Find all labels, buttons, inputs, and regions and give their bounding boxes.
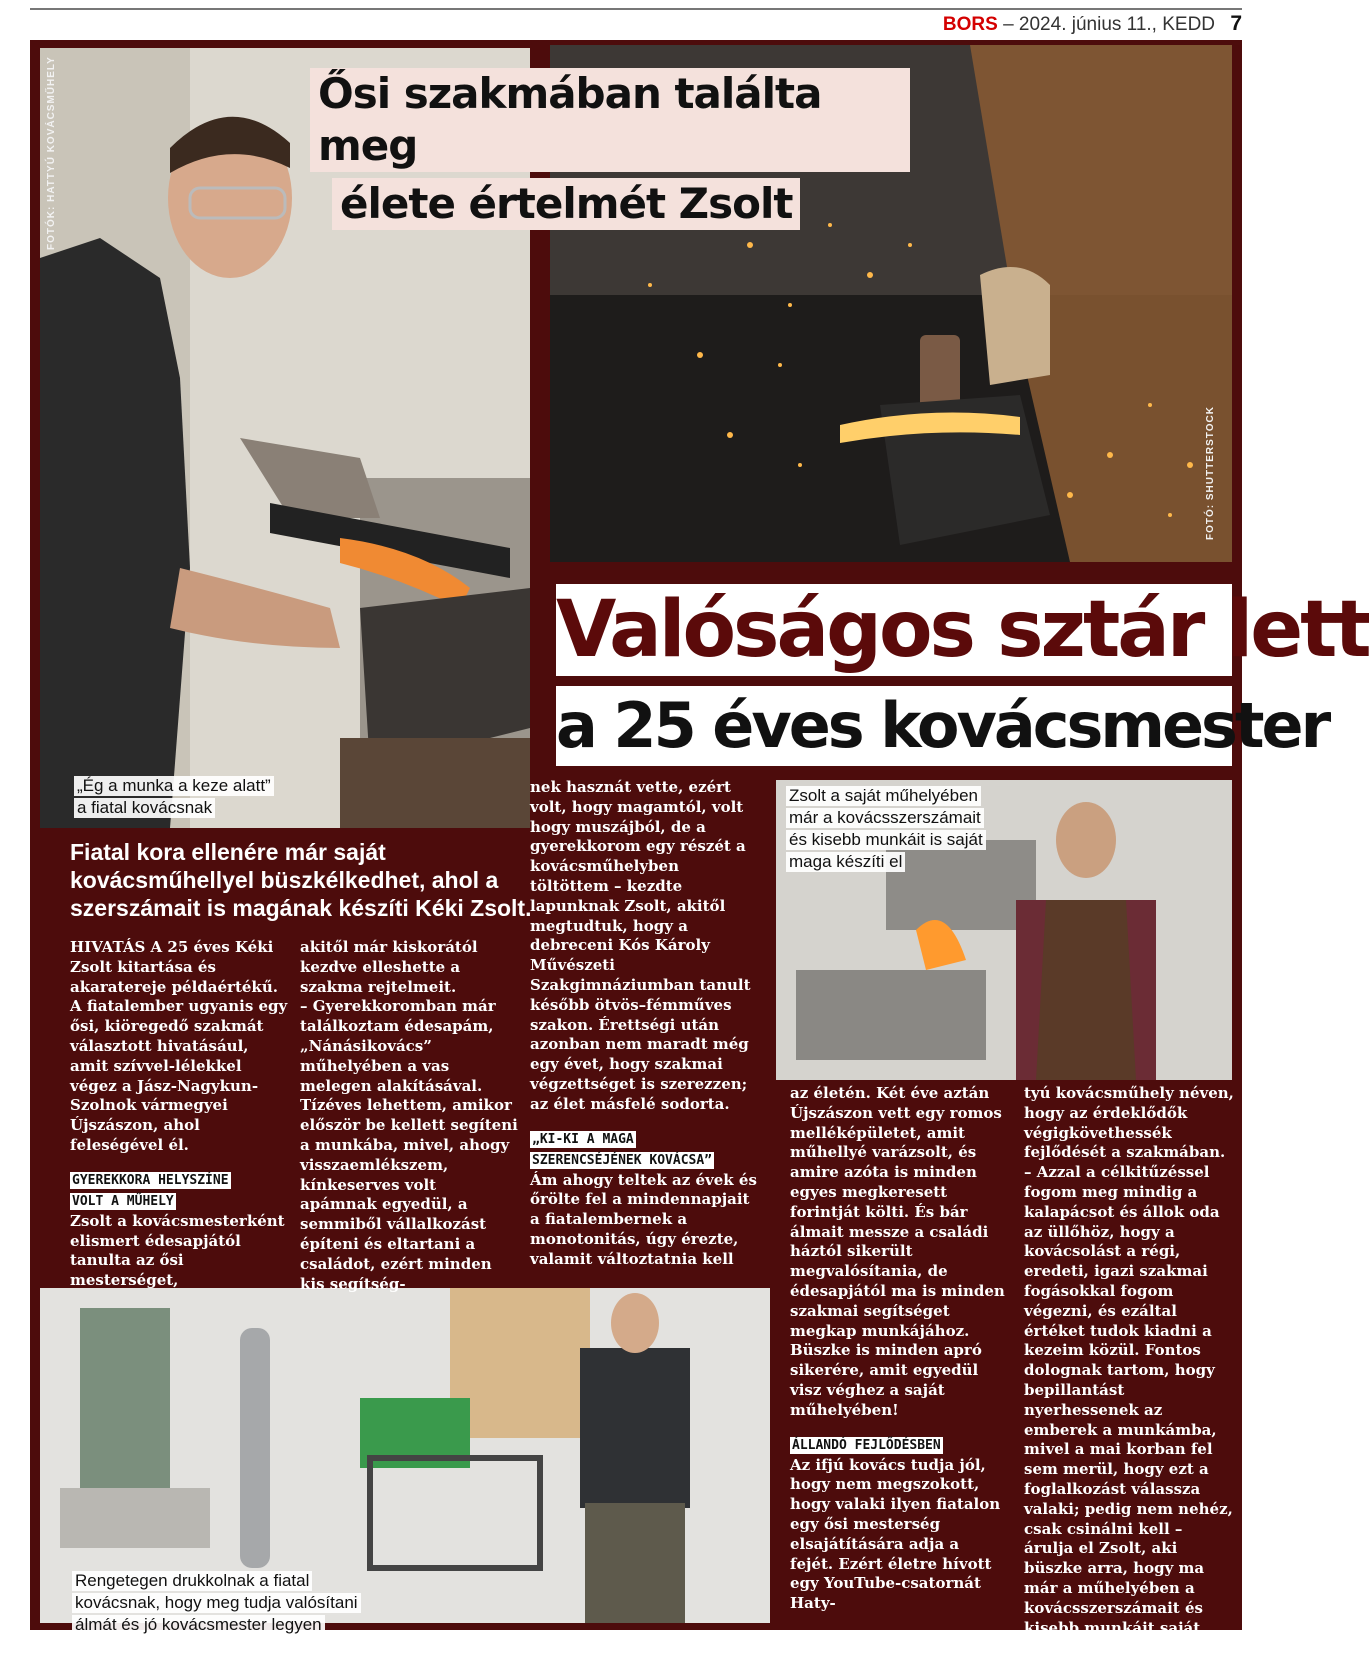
paragraph: – Gyerekkoromban már találkoztam édesapám, „Nánásikovács” műhelyében a vas melegen alakításával. Tízéves lehettem, amikor először be kellett segíteni a munkába, mivel, ahogy visszaemlékszem, kínkeserves volt apámnak egyedül, a semmiből vállalkozást építeni és eltartani a családot, ezért minden kis segítség- — [300, 997, 518, 1293]
section-label: HIVATÁS — [70, 938, 146, 956]
kicker — [310, 68, 910, 236]
paragraph-text: A 25 éves Kéki Zsolt kitartása és akaratereje példaértékű. A fiatalember ugyanis egy ősi, kiöregedő szakmát választott hivatásául, amit szívvel-lélekkel végez a Jász-Nagykun-Szolnok vármegyei Újszászon, ahol feleségével él. — [70, 938, 288, 1154]
caption-workshop-photo — [786, 786, 986, 874]
kicker-line-1: Ősi szakmában találta meg — [310, 68, 910, 172]
headline — [556, 584, 1369, 766]
lead-paragraph: Fiatal kora ellenére már saját kovácsműhellyel büszkélkedhet, ahol a szerszámait is magának készíti Kéki Zsolt. — [70, 839, 532, 921]
text-column-4 — [790, 1084, 1006, 1614]
headline-line-2: a 25 éves kovácsmester — [556, 686, 1232, 766]
masthead — [30, 8, 1242, 40]
caption-line: Zsolt a saját műhelyében — [786, 786, 981, 806]
paragraph: az életén. Két éve aztán Újszászon vett egy romos melléképületet, amit műhellyé varázsolt, és amire azóta is minden egyes megkeresett forintját költi. És bár álmait messze a családi háztól sikerült megvalósítania, de édesapjától ma is minden szakmai segítséget megkap munkájához. Büszke is minden apró sikerére, amit egyedül visz véghez a saját műhelyében! — [790, 1084, 1005, 1419]
brand-name: BORS — [942, 14, 998, 35]
paragraph: Zsolt a kovácsmesterként elismert édesapjától tanulta az ősi mesterséget, — [70, 1211, 285, 1290]
paragraph: nek hasznát vette, ezért volt, hogy magamtól, volt hogy muszájból, de a gyerekkorom egy részét a kovácsműhelyben töltöttem – kezdte lapunknak Zsolt, akitől megtudtuk, hogy a debreceni Kós Károly Művészeti Szakgimnáziumban tanult később ötvös–fémműves szakon. Érettségi után azonban nem maradt még egy évet, hogy szakmai végzettséget is szerezzen; az élet másfelé sodorta. — [530, 778, 751, 1113]
subheading — [530, 1129, 760, 1171]
paragraph: Az ifjú kovács tudja jól, hogy nem megszokott, hogy valaki ilyen fiatalon egy ősi mesterség elsajátítására adja a fejét. Ezért életre hívott egy YouTube-csatornát Haty- — [790, 1455, 1001, 1613]
subheading-line: VOLT A MŰHELY — [72, 1193, 174, 1209]
caption-line: a fiatal kovácsnak — [74, 798, 215, 818]
text-column-1 — [70, 938, 288, 1291]
photo-credit-left: FOTÓK: HATTYÚ KOVÁCSMŰHELY — [46, 56, 57, 250]
subheading-line: GYEREKKORA HELYSZÍNE — [72, 1172, 229, 1188]
photo-credit-right: FOTÓ: SHUTTERSTOCK — [1205, 406, 1216, 540]
caption-line: maga készíti el — [786, 852, 905, 872]
text-column-3 — [530, 778, 760, 1270]
article-panel — [30, 40, 1369, 1657]
masthead-line — [943, 12, 1242, 36]
paragraph: – Azzal a célkitűzéssel fogom meg mindig a kalapácsot és állok oda az üllőhöz, hogy a kovácsolást a régi, eredeti, igazi szakmai fogásokkal fogom végezni, és ezáltal értéket tudok kiadni a kezeim közül. Fontos dolognak tartom, hogy bepillantást nyerhessenek az emberek a munkámba, mivel a mai korban fel sem merül, hogy ezt a foglalkozást válassza valaki; pedig nem nehéz, csak csinálni kell – árulja el Zsolt, aki büszke arra, hogy ma már a műhelyében a kovácsszerszámait és kisebb munkáit saját maga készíti el. — [1024, 1163, 1233, 1657]
subheading — [790, 1435, 1006, 1456]
caption-line: álmát és jó kovácsmester legyen — [72, 1615, 325, 1635]
caption-line: már a kovácsszerszámait — [786, 808, 984, 828]
text-column-5 — [1024, 1084, 1236, 1658]
text-column-2 — [300, 938, 518, 1294]
page-number: 7 — [1230, 12, 1242, 35]
caption-line: kovácsnak, hogy meg tudja valósítani — [72, 1593, 361, 1613]
caption-machines-photo — [72, 1571, 361, 1637]
kicker-line-2: élete értelmét Zsolt — [332, 178, 800, 230]
caption-line: Rengetegen drukkolnak a fiatal — [72, 1571, 312, 1591]
subheading-line: SZERENCSÉJÉNEK KOVÁCSA” — [532, 1152, 713, 1168]
paragraph: tyú kovácsműhely néven, hogy az érdeklődők végigkövethessék fejlődését a szakmában. — [1024, 1084, 1234, 1162]
caption-line: „Ég a munka a keze alatt” — [74, 776, 274, 796]
subheading — [70, 1170, 288, 1212]
caption-main-photo — [74, 776, 274, 820]
paragraph — [70, 938, 288, 1156]
paragraph: akitől már kiskorától kezdve elleshette a szakma rejtelmeit. — [300, 938, 478, 996]
caption-line: és kisebb munkáit is saját — [786, 830, 986, 850]
paragraph: Ám ahogy teltek az évek és őrölte fel a mindennapjait a fiatalembernek a monotonitás, úgy érezte, valamit változtatnia kell — [530, 1170, 757, 1268]
subheading-line: ÁLLANDÓ FEJLŐDÉSBEN — [792, 1437, 941, 1453]
headline-line-1: Valóságos sztár lett — [556, 585, 1369, 675]
issue-date: – 2024. június 11., KEDD — [1003, 14, 1216, 35]
subheading-line: „KI-KI A MAGA — [532, 1131, 634, 1147]
